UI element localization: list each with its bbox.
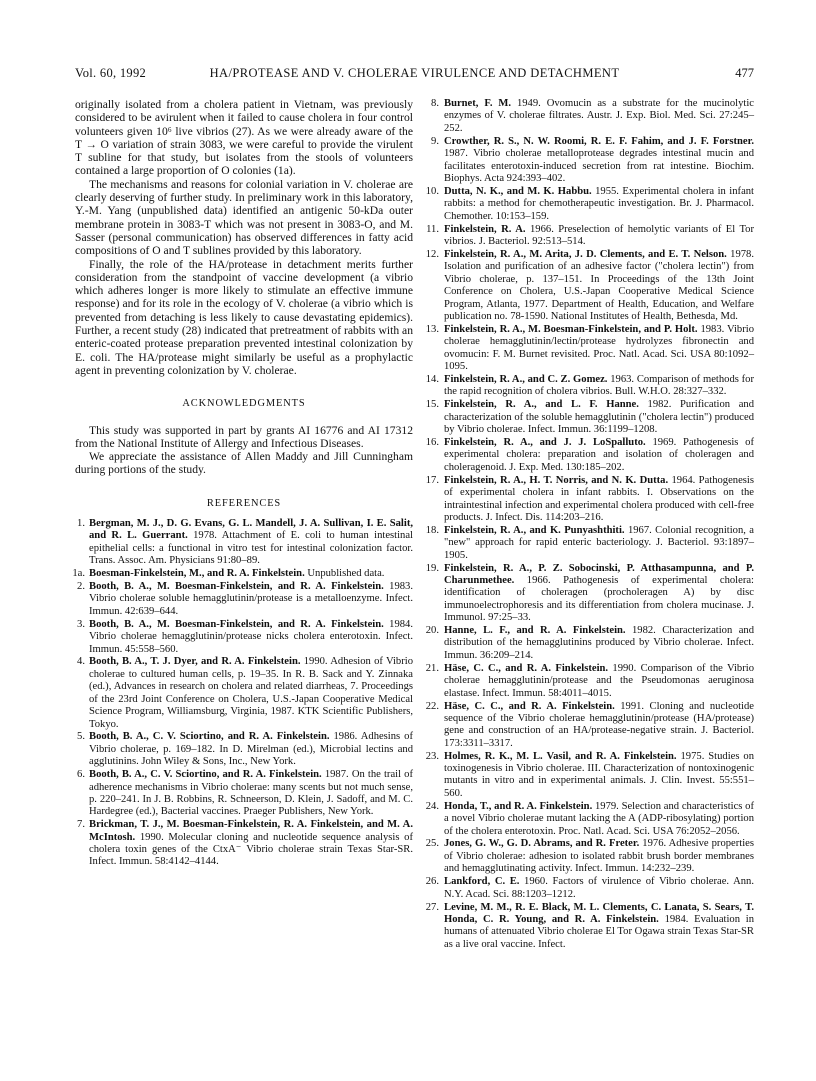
reference-item <box>75 518 413 568</box>
reference-citation: Unpublished data. <box>304 568 385 580</box>
reference-item <box>75 819 413 869</box>
reference-number: 15. <box>425 399 439 411</box>
body-paragraph: Finally, the role of the HA/protease in detachment merits further consideration from the standpoint of vaccine development (a vibrio which adheres longer is more likely to stimulate an effective immune response) and for its role in the ecology of V. cholerae (a vibrio which is prevented from detaching is less likely to cause devastating epidemics). Further, a recent study (28) indicated that pretreatment of rabbits with an enteric-coated protease preparation prevented intestinal colonization by E. coli. The HA/protease might similarly be useful as a prophylactic agent in preventing colonization by V. cholerae. <box>75 257 413 377</box>
reference-citation: 1982. Characterization and distribution of the hemagglutinins produced by Vibrio cholerae. Infect. Immun. 36:209–214. <box>444 625 754 661</box>
reference-citation: 1967. Colonial recognition, a "new" approach for rapid enteric bacteriology. J. Bacteriol. 93:1897–1905. <box>444 524 755 561</box>
reference-citation: 1990. Comparison of the Vibrio cholerae hemagglutinin/protease and the Pseudomonas aeruginosa elastase. Infect. Immun. 58:4011–4015. <box>444 662 755 699</box>
reference-number: 13. <box>425 323 439 335</box>
page-number: 477 <box>735 66 754 80</box>
reference-item <box>425 323 754 374</box>
reference-citation: 1982. Purification and characterization of the soluble hemagglutinin ("cholera lectin") produced by Vibrio cholerae. Infect. Immun. 36:1199–1208. <box>444 399 755 436</box>
reference-citation: 1979. Selection and characteristics of a novel Vibrio cholerae mutant lacking the A (ADP-ribosylating) portion of the cholera enterotoxin. Proc. Natl. Acad. Sci. USA 76:2052–2056. <box>444 800 754 837</box>
reference-number: 22. <box>425 700 439 712</box>
reference-authors: Brickman, T. J., M. Boesman-Finkelstein, R. A. Finkelstein, and M. A. McIntosh. <box>89 819 413 843</box>
reference-item <box>425 662 755 700</box>
reference-citation: 1963. Comparison of methods for the rapid recognition of cholera vibrios. Bull. W.H.O. 28:327–332. <box>444 373 754 398</box>
reference-citation: 1978. Attachment of E. coli to human intestinal epithelial cells: a functional in vitro test for intestinal colonization factor. Trans. Assoc. Am. Physicians 91:80–89. <box>89 530 413 567</box>
reference-number: 19. <box>425 562 439 574</box>
reference-item <box>425 524 755 562</box>
reference-citation: 1983. Vibrio cholerae soluble hemagglutinin/protease is a metalloenzyme. Infect. Immun. 42:639–644. <box>89 581 413 617</box>
references-heading: REFERENCES <box>206 497 282 509</box>
reference-number: 2. <box>77 581 85 593</box>
reference-item <box>425 800 754 838</box>
reference-authors: Dutta, N. K., and M. K. Habbu. <box>444 185 592 197</box>
reference-authors: Booth, B. A., M. Boesman-Finkelstein, and R. A. Finkelstein. <box>89 581 384 593</box>
reference-authors: Finkelstein, R. A., and J. J. LoSpalluto. <box>444 436 646 448</box>
reference-citation: 1987. Vibrio cholerae metalloprotease degrades intestinal mucin and facilitates enterotoxin-induced secretion from rat intestine. Biochim. Biophys. Acta 924:393–402. <box>444 148 754 184</box>
reference-item <box>425 399 755 436</box>
running-header <box>75 66 754 86</box>
reference-item <box>425 373 754 399</box>
reference-number: 8. <box>431 98 439 109</box>
reference-citation: 1991. Cloning and nucleotide sequence of the Vibrio cholerae hemagglutinin/protease (HA/protease) gene and construction of an HA/protease-negative strain. J. Bacteriol. 173:3311–3317. <box>444 700 755 749</box>
reference-authors: Finkelstein, R. A., M. Boesman-Finkelstein, and P. Holt. <box>444 323 698 335</box>
reference-number: 21. <box>425 662 439 674</box>
reference-number: 16. <box>425 436 439 448</box>
reference-authors: Honda, T., and R. A. Finkelstein. <box>444 800 593 812</box>
reference-authors: Boesman-Finkelstein, M., and R. A. Finkelstein. <box>89 568 305 580</box>
reference-citation: 1975. Studies on toxinogenesis in Vibrio cholerae. III. Characterization of nontoxinogenic mutants in vitro and in experimental animals. J. Clin. Invest. 55:551–560. <box>444 750 754 799</box>
reference-authors: Hanne, L. F., and R. A. Finkelstein. <box>444 625 626 637</box>
reference-authors: Häse, C. C., and R. A. Finkelstein. <box>444 700 615 712</box>
reference-item <box>425 436 754 474</box>
reference-number: 7. <box>77 819 85 831</box>
reference-number: 3. <box>77 618 85 630</box>
reference-citation: 1966. Preselection of hemolytic variants of El Tor vibrios. J. Bacteriol. 92:513–514. <box>444 223 755 247</box>
reference-list-right <box>425 98 755 951</box>
reference-citation: 1976. Adhesive properties of Vibrio cholerae: adhesion to isolated rabbit brush border membranes and hemagglutinating activity. Infect. Immun. 14:232–239. <box>444 838 754 875</box>
reference-authors: Finkelstein, R. A., and L. F. Hanne. <box>444 399 639 411</box>
reference-number: 26. <box>425 876 439 888</box>
reference-item <box>425 838 754 875</box>
reference-item <box>75 769 413 819</box>
reference-citation: 1964. Pathogenesis of experimental cholera in infant rabbits. I. Observations on the intraintestinal infection and experimental cholera produced with cell-free products. J. Infect. Dis. 114:203–216. <box>444 474 754 523</box>
reference-citation: 1960. Factors of virulence of Vibrio cholerae. Ann. N.Y. Acad. Sci. 88:1203–1212. <box>444 876 754 900</box>
reference-item <box>75 731 413 768</box>
reference-item <box>425 474 754 525</box>
reference-item <box>75 656 413 730</box>
left-column <box>72 98 413 869</box>
body-paragraph: The mechanisms and reasons for colonial variation in V. cholerae are clearly deserving of further study. In preliminary work in this laboratory, Y.-M. Yang (unpublished data) identified an antigenic 50-kDa outer membrane protein in 3083-T which was not present in 3083-O, and M. Sasser (personal communication) has observed differences in fatty acid compositions of O and T sublines provided by this laboratory. <box>75 177 413 258</box>
reference-item <box>75 581 413 618</box>
reference-authors: Levine, M. M., R. E. Black, M. L. Clements, C. Lanata, S. Sears, T. Honda, C. R. Young, and R. A. Finkelstein. <box>444 901 754 925</box>
reference-authors: Lankford, C. E. <box>444 876 520 888</box>
reference-number: 1a. <box>72 568 85 580</box>
body-paragraph: originally isolated from a cholera patient in Vietnam, was previously considered to be avirulent when it failed to cause cholera in four control volunteers given 10⁶ live vibrios (27). As we were already aware of the T → O variation of strain 3083, we were careful to provide the virulent T subline for that study, but isolates from the stools of volunteers contained a large proportion of O colonies (1a). <box>75 98 413 178</box>
reference-number: 12. <box>425 248 439 260</box>
reference-authors: Bergman, M. J., D. G. Evans, G. L. Mandell, J. A. Sullivan, I. E. Salit, and R. L. Guerrant. <box>89 518 413 542</box>
reference-authors: Holmes, R. K., M. L. Vasil, and R. A. Finkelstein. <box>444 750 677 762</box>
reference-citation: 1969. Pathogenesis of experimental cholera: preparation and isolation of choleragen and choleragenoid. J. Exp. Med. 130:185–202. <box>444 436 754 473</box>
reference-item <box>425 876 754 901</box>
reference-item <box>425 625 754 662</box>
reference-authors: Finkelstein, R. A. <box>444 223 526 235</box>
reference-item <box>72 568 413 580</box>
reference-number: 1. <box>77 518 85 530</box>
reference-item <box>425 562 754 625</box>
reference-authors: Finkelstein, R. A., P. Z. Sobocinski, P. Atthasampunna, and P. Charunmethee. <box>444 562 754 586</box>
reference-citation: 1986. Adhesins of Vibrio cholerae, p. 169–182. In D. Mirelman (ed.), Microbial lectins and agglutinins. John Wiley & Sons, Inc., New York. <box>89 731 413 768</box>
reference-number: 20. <box>425 625 439 637</box>
acknowledgment-paragraph: This study was supported in part by grants AI 16776 and AI 17312 from the National Institute of Allergy and Infectious Diseases. <box>75 423 413 450</box>
reference-authors: Burnet, F. M. <box>444 98 512 109</box>
reference-citation: 1984. Evaluation in humans of attenuated Vibrio cholerae El Tor Ogawa strain Texas Star-SR as a live oral vaccine. Infect. <box>444 913 754 950</box>
reference-item <box>425 185 755 223</box>
reference-number: 25. <box>425 838 439 850</box>
reference-item <box>426 223 755 249</box>
reference-number: 17. <box>425 474 439 486</box>
reference-item <box>425 700 755 751</box>
reference-citation: 1955. Experimental cholera in infant rabbits: a method for chemotherapeutic investigation. Br. J. Pharmacol. Chemother. 10:153–159. <box>444 185 755 222</box>
reference-citation: 1978. Isolation and purification of an adhesive factor ("cholera lectin") from Vibrio cholerae, p. 137–151. In Proceedings of the 13th Joint Conference on Cholera, U.S.-Japan Cooperative Medical Science Program, Atlanta, 1977. Department of Health, Education, and Welfare publication no. 78-1590. National Institutes of Health, Bethesda, Md. <box>444 248 754 322</box>
reference-list-left <box>72 518 413 869</box>
reference-number: 9. <box>431 135 439 147</box>
reference-item <box>430 98 754 135</box>
acknowledgments-heading: ACKNOWLEDGMENTS <box>182 398 306 410</box>
reference-item <box>430 136 754 186</box>
reference-authors: Finkelstein, R. A., and C. Z. Gomez. <box>444 373 608 385</box>
reference-authors: Booth, B. A., C. V. Sciortino, and R. A. Finkelstein. <box>89 769 322 781</box>
reference-number: 23. <box>425 750 439 762</box>
reference-citation: 1983. Vibrio cholerae hemagglutinin/lectin/protease hydrolyzes fibronectin and ovomucin: F. M. Burnet revisited. Proc. Natl. Acad. Sci. USA 80:1092–1095. <box>444 323 754 373</box>
reference-item <box>425 750 754 801</box>
reference-citation: 1990. Molecular cloning and nucleotide sequence analysis of cholera toxin genes of the CtxA⁻ Vibrio cholerae strain Texas Star-SR. Infect. Immun. 58:4142–4144. <box>89 831 413 868</box>
reference-item <box>425 248 754 323</box>
reference-authors: Booth, B. A., C. V. Sciortino, and R. A. Finkelstein. <box>89 731 330 743</box>
journal-volume: Vol. 60, 1992 <box>75 66 147 80</box>
reference-number: 4. <box>77 656 85 668</box>
reference-authors: Finkelstein, R. A., H. T. Norris, and N. K. Dutta. <box>444 474 669 486</box>
reference-authors: Finkelstein, R. A., and K. Punyashthiti. <box>444 524 625 536</box>
acknowledgment-paragraph: We appreciate the assistance of Allen Maddy and Jill Cunningham during portions of the study. <box>75 450 413 477</box>
reference-citation: 1984. Vibrio cholerae hemagglutinin/protease nicks cholera enterotoxin. Infect. Immun. 45:558–560. <box>89 618 413 655</box>
reference-citation: 1966. Pathogenesis of experimental cholera: identification of choleragen (procholeragen A) by disc immunoelectrophoresis and its differentiation from cholera mucinase. J. Immunol. 97:25–33. <box>444 574 754 624</box>
right-column <box>425 98 755 952</box>
reference-citation: 1949. Ovomucin as a substrate for the mucinolytic enzymes of V. cholerae filtrates. Austr. J. Exp. Biol. Med. Sci. 27:245–252. <box>444 98 754 134</box>
reference-citation: 1987. On the trail of adherence mechanisms in Vibrio cholerae: many scents but not much sense, p. 220–241. In J. B. Robbins, R. Schneerson, D. Klein, J. Sadoff, and M. C. Hardegree (ed.), Bacterial vaccines. Praeger Publishers, New York. <box>89 769 413 818</box>
reference-authors: Häse, C. C., and R. A. Finkelstein. <box>444 662 609 674</box>
reference-number: 24. <box>425 800 439 812</box>
reference-number: 5. <box>77 731 85 743</box>
reference-authors: Finkelstein, R. A., M. Arita, J. D. Clements, and E. T. Nelson. <box>444 248 727 260</box>
running-title: HA/PROTEASE AND V. CHOLERAE VIRULENCE AND DETACHMENT <box>209 66 620 80</box>
reference-citation: 1990. Adhesion of Vibrio cholerae to cultured human cells, p. 19–35. In R. B. Sack and Y. Zinnaka (ed.), Advances in research on cholera and related diarrheas, 7. Proceedings of the 23rd Joint Conference on Cholera, U.S.-Japan Cooperative Medical Science Program, Williamsburg, Virginia, 1987. KTK Scientific Publishers, Tokyo. <box>89 656 413 730</box>
reference-authors: Jones, G. W., G. D. Abrams, and R. Freter. <box>444 838 640 850</box>
reference-authors: Booth, B. A., T. J. Dyer, and R. A. Finkelstein. <box>89 656 301 668</box>
reference-item <box>75 619 413 656</box>
reference-number: 10. <box>425 185 439 197</box>
reference-authors: Booth, B. A., M. Boesman-Finkelstein, and R. A. Finkelstein. <box>89 618 384 630</box>
reference-authors: Crowther, R. S., N. W. Roomi, R. E. F. Fahim, and J. F. Forstner. <box>444 135 754 147</box>
reference-number: 27. <box>425 901 439 913</box>
reference-number: 18. <box>425 524 439 536</box>
reference-number: 6. <box>77 769 85 781</box>
reference-number: 14. <box>425 373 439 385</box>
reference-number: 11. <box>426 223 439 235</box>
reference-item <box>425 901 754 952</box>
